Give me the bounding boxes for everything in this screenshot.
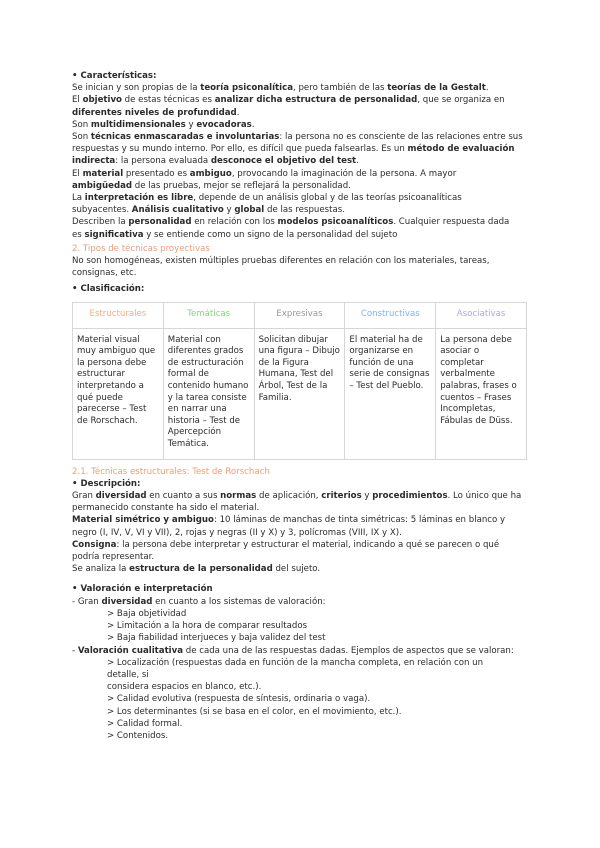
bold-text: Valoración cualitativa [77,645,184,656]
table-header-constructivas: Constructivas [345,302,436,328]
clasificacion-table [72,302,527,460]
text-run: , depende de un análisis global y de las teorías psicoanalíticas [193,193,462,204]
valoracion-line-1 [72,596,532,608]
text-run: permanecido constante ha sido el material. [72,503,260,514]
text-line [72,155,532,167]
text-line [72,119,532,131]
text-line [72,539,532,551]
bold-text: técnicas enmascaradas e involuntarias [90,132,280,143]
bold-text: indirecta [72,156,116,167]
table-header-tematicas: Temáticas [163,302,254,328]
text-line [72,131,532,143]
text-run: : la persona evaluada [115,156,211,167]
table-cell-constructivas: El material ha de organizarse en función de una serie de consignas – Test del Pueblo. [345,328,436,459]
text-run: : la persona no es consciente de las relaciones entre sus [279,132,523,143]
section-heading-rorschach: 2.1. Técnicas estructurales: Test de Rorschach [72,466,270,477]
text-run: . Lo único que ha [447,491,522,502]
text-run: El [72,95,83,106]
bold-text: material [82,168,124,179]
text-line [72,645,532,657]
bold-text: diversidad [101,596,153,607]
text-run: - Gran [72,596,102,607]
text-line [72,180,532,192]
bold-text: diversidad [95,491,147,502]
text-run: de aplicación, [256,491,322,502]
bold-text: ambiguo [189,168,232,179]
text-run: y [223,205,235,216]
text-run: y [185,119,197,130]
text-run: . [236,107,240,118]
text-run: : la persona debe interpretar y estructurar el material, indicando a qué se parecen o qué [116,539,500,550]
bold-text: analizar dicha estructura de personalidad [214,95,418,106]
text-run: Se inician y son propias de la [72,83,201,94]
text-line [72,514,532,526]
list-item: > Calidad evolutiva (respuesta de síntesis, ordinaria o vaga). [107,694,371,705]
list-item: considera espacios en blanco, etc.). [107,682,262,693]
text-run: . Cualquier respuesta dada [393,217,510,228]
bold-text: teoría psiconalítica [200,83,294,94]
document-page [72,70,532,742]
text-run: en relación con los [191,217,278,228]
bold-text: teorías de la Gestalt [387,83,486,94]
text-run: Son [72,119,91,130]
text-line [72,168,532,180]
text-run: de las respuestas. [264,205,345,216]
text-run: y [361,491,373,502]
list-item: > Baja fiabilidad interjueces y baja validez del test [107,633,326,644]
tipos-intro-line-1: No son homogéneas, existen múltiples pruebas diferentes en relación con los materiales, tareas, [72,256,490,267]
bold-text: normas [220,491,257,502]
text-run: presentado es [123,168,190,179]
caracteristicas-text [72,82,532,241]
text-line [72,490,532,502]
text-run: es [72,229,85,240]
text-run: Describen la [72,217,129,228]
text-run: de cada una de las respuestas dadas. Ejemplos de aspectos que se valoran: [183,645,514,656]
text-run: de estas técnicas es [121,95,215,106]
bold-text: desconoce el objetivo del test [210,156,357,167]
bold-text: ambigüedad [72,180,133,191]
text-line [72,216,532,228]
valoracion-line-2 [72,645,532,657]
text-line [72,82,532,94]
list-item: > Los determinantes (si se basa en el color, en el movimiento, etc.). [107,706,402,717]
valoracion-sublist-2 [72,657,532,742]
text-line [72,527,532,539]
table-cell-tematicas: Material con diferentes grados de estructuración formal de contenido humano y la tarea consiste en narrar una historia – Test de Apercepción Temática. [163,328,254,459]
bold-text: evocadoras [196,119,252,130]
text-run: . [356,156,359,167]
text-run: . [485,83,489,94]
valoracion-heading: • Valoración e interpretación [72,584,213,595]
list-item: > Limitación a la hora de comparar resultados [107,621,308,632]
table-header-expresivas: Expresivas [254,302,345,328]
bold-text: método de evaluación [407,144,515,155]
list-item: > Localización (respuestas dada en función de la mancha completa, en relación con un [107,657,484,668]
table-cell-asociativas: La persona debe asociar o completar verbalmente palabras, frases o cuentos – Frases Incompletas, Fábulas de Düss. [436,328,527,459]
list-item: detalle, si [107,669,149,680]
text-run: en cuanto a los sistemas de valoración: [152,596,326,607]
text-line [72,204,532,216]
clasificacion-heading: • Clasificación: [72,284,145,295]
table-header-asociativas: Asociativas [436,302,527,328]
text-line [72,563,532,575]
text-run: . [251,119,255,130]
text-run: , que se organiza en [417,95,505,106]
bold-text: global [234,205,265,216]
text-run: subyacentes. [72,205,132,216]
bold-text: multidimensionales [90,119,186,130]
text-line [72,502,532,514]
bold-text: significativa [84,229,144,240]
section-heading-tipos: 2. Tipos de técnicas proyectivas [72,243,210,254]
bold-text: procedimientos [372,491,448,502]
text-line [72,229,532,241]
text-run: , provocando la imaginación de la persona. A mayor [231,168,457,179]
text-run: respuestas y su mundo interno. Por ello, es difícil que pueda falsearlas. Es un [72,144,408,155]
text-run: , pero también de las [293,83,388,94]
text-run: El [72,168,83,179]
valoracion-sublist-1 [72,608,532,645]
descripcion-text [72,490,532,575]
list-item: > Baja objetividad [107,608,187,619]
list-item: > Contenidos. [107,730,169,741]
text-line [72,192,532,204]
text-line [72,94,532,106]
text-run: negro (I, IV, V, VI y VII), 2, rojas y negras (II y X) y 3, polícromas (VIII, IX y X). [72,527,402,538]
text-run: Gran [72,491,96,502]
text-run: La [72,193,85,204]
text-line [72,107,532,119]
text-line [72,551,532,563]
text-run: Son [72,132,91,143]
table-cell-expresivas: Solicitan dibujar una figura – Dibujo de la Figura Humana, Test del Árbol, Test de la Familia. [254,328,345,459]
list-item: > Calidad formal. [107,718,183,729]
caracteristicas-heading: • Características: [72,71,157,81]
bold-text: estructura de la personalidad [129,564,273,575]
text-run: podría representar. [72,552,155,563]
descripcion-heading: • Descripción: [72,478,141,489]
text-run: de las pruebas, mejor se reflejará la personalidad. [132,180,351,191]
text-line [72,143,532,155]
text-run: : 10 láminas de manchas de tinta simétricas: 5 láminas en blanco y [213,515,506,526]
text-line [72,596,532,608]
table-header-estructurales: Estructurales [73,302,164,328]
text-run: en cuanto a sus [146,491,221,502]
bold-text: Material simétrico y ambiguo [72,515,214,526]
bold-text: interpretación es libre [84,193,194,204]
text-run: y se entiende como un signo de la personalidad del sujeto [143,229,398,240]
table-row [73,328,527,459]
bold-text: modelos psicoanalíticos [277,217,394,228]
text-run: del sujeto. [272,564,321,575]
bold-text: diferentes niveles de profundidad [72,107,237,118]
text-run: - [72,645,78,656]
table-cell-estructurales: Material visual muy ambiguo que la persona debe estructurar interpretando a qué puede parecerse – Test de Rorschach. [73,328,164,459]
bold-text: Consigna [72,539,117,550]
table-header-row [73,302,527,328]
tipos-intro-line-2: consignas, etc. [72,268,137,279]
text-run: Se analiza la [72,564,130,575]
bold-text: objetivo [82,95,122,106]
bold-text: criterios [321,491,362,502]
bold-text: Análisis cualitativo [131,205,224,216]
bold-text: personalidad [128,217,192,228]
